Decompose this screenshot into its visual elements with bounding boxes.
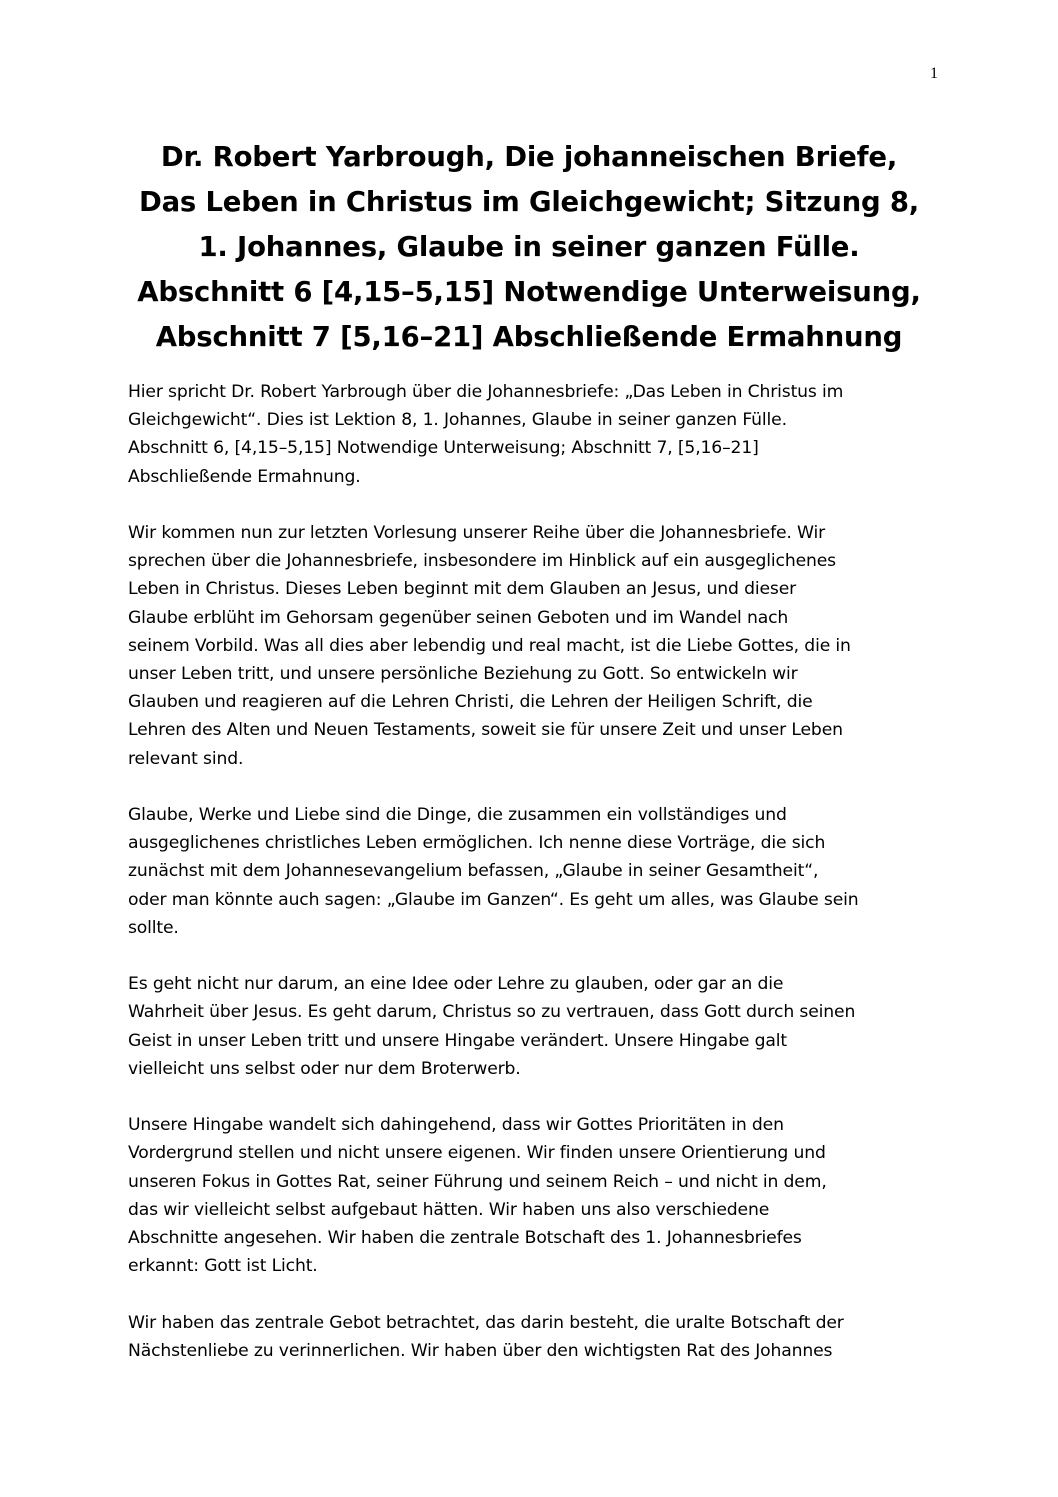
text-line: Es geht nicht nur darum, an eine Idee oder Lehre zu glauben, oder gar an die xyxy=(128,974,784,995)
text-line: Glaube erblüht im Gehorsam gegenüber seinen Geboten und im Wandel nach xyxy=(128,607,789,628)
text-line: sollte. xyxy=(128,917,179,938)
text-line: Leben in Christus. Dieses Leben beginnt mit dem Glauben an Jesus, und dieser xyxy=(128,579,797,600)
text-line: Abschnitt 6, [4,15–5,15] Notwendige Unterweisung; Abschnitt 7, [5,16–21] xyxy=(128,438,759,459)
title-line: Abschnitt 7 [5,16–21] Abschließende Ermahnung xyxy=(155,321,903,353)
text-line: ausgeglichenes christliches Leben ermöglichen. Ich nenne diese Vorträge, die sich xyxy=(128,833,826,854)
text-line: unseren Fokus in Gottes Rat, seiner Führung und seinem Reich – und nicht in dem, xyxy=(128,1171,827,1192)
paragraph xyxy=(128,519,948,773)
text-line: Gleichgewicht“. Dies ist Lektion 8, 1. Johannes, Glaube in seiner ganzen Fülle. xyxy=(128,410,787,431)
paragraph xyxy=(128,970,948,1083)
text-line: oder man könnte auch sagen: „Glaube im Ganzen“. Es geht um alles, was Glaube sein xyxy=(128,889,859,910)
title-line: 1. Johannes, Glaube in seiner ganzen Fülle. xyxy=(198,231,860,263)
text-line: Unsere Hingabe wandelt sich dahingehend, dass wir Gottes Prioritäten in den xyxy=(128,1115,784,1136)
paragraph xyxy=(128,801,948,942)
paragraph xyxy=(128,1111,948,1280)
document-title xyxy=(110,135,948,360)
text-line: Wir kommen nun zur letzten Vorlesung unserer Reihe über die Johannesbriefe. Wir xyxy=(128,523,826,543)
text-line: das wir vielleicht selbst aufgebaut hätten. Wir haben uns also verschiedene xyxy=(128,1199,770,1220)
title-line: Dr. Robert Yarbrough, Die johanneischen Briefe, xyxy=(160,141,898,173)
text-line: seinem Vorbild. Was all dies aber lebendig und real macht, ist die Liebe Gottes, die in xyxy=(128,635,851,656)
text-line: Wahrheit über Jesus. Es geht darum, Christus so zu vertrauen, dass Gott durch seinen xyxy=(128,1002,856,1023)
text-line: Glaube, Werke und Liebe sind die Dinge, die zusammen ein vollständiges und xyxy=(128,805,787,826)
paragraph xyxy=(128,1309,948,1365)
text-line: Nächstenliebe zu verinnerlichen. Wir haben über den wichtigsten Rat des Johannes xyxy=(128,1340,833,1361)
title-line: Abschnitt 6 [4,15–5,15] Notwendige Unterweisung, xyxy=(137,276,921,308)
text-line: vielleicht uns selbst oder nur dem Broterwerb. xyxy=(128,1058,521,1079)
text-line: Geist in unser Leben tritt und unsere Hingabe verändert. Unsere Hingabe galt xyxy=(128,1030,787,1051)
text-line: Wir haben das zentrale Gebot betrachtet, das darin besteht, die uralte Botschaft der xyxy=(128,1312,844,1333)
text-line: Abschließende Ermahnung. xyxy=(128,466,361,487)
text-line: Glauben und reagieren auf die Lehren Christi, die Lehren der Heiligen Schrift, die xyxy=(128,692,813,713)
text-line: Abschnitte angesehen. Wir haben die zentrale Botschaft des 1. Johannesbriefes xyxy=(128,1228,802,1249)
text-line: relevant sind. xyxy=(128,748,244,769)
text-line: erkannt: Gott ist Licht. xyxy=(128,1256,318,1277)
document-body xyxy=(128,378,948,1393)
text-line: unser Leben tritt, und unsere persönliche Beziehung zu Gott. So entwickeln wir xyxy=(128,664,798,685)
text-line: Lehren des Alten und Neuen Testaments, soweit sie für unsere Zeit und unser Leben xyxy=(128,720,843,741)
page-number: 1 xyxy=(930,65,938,82)
paragraph-intro xyxy=(128,378,948,491)
text-line: Hier spricht Dr. Robert Yarbrough über die Johannesbriefe: „Das Leben in Christus im xyxy=(128,382,844,402)
text-line: zunächst mit dem Johannesevangelium befassen, „Glaube in seiner Gesamtheit“, xyxy=(128,861,819,882)
text-line: Vordergrund stellen und nicht unsere eigenen. Wir finden unsere Orientierung und xyxy=(128,1143,826,1164)
text-line: sprechen über die Johannesbriefe, insbesondere im Hinblick auf ein ausgeglichenes xyxy=(128,551,836,572)
title-line: Das Leben in Christus im Gleichgewicht; Sitzung 8, xyxy=(138,186,920,218)
